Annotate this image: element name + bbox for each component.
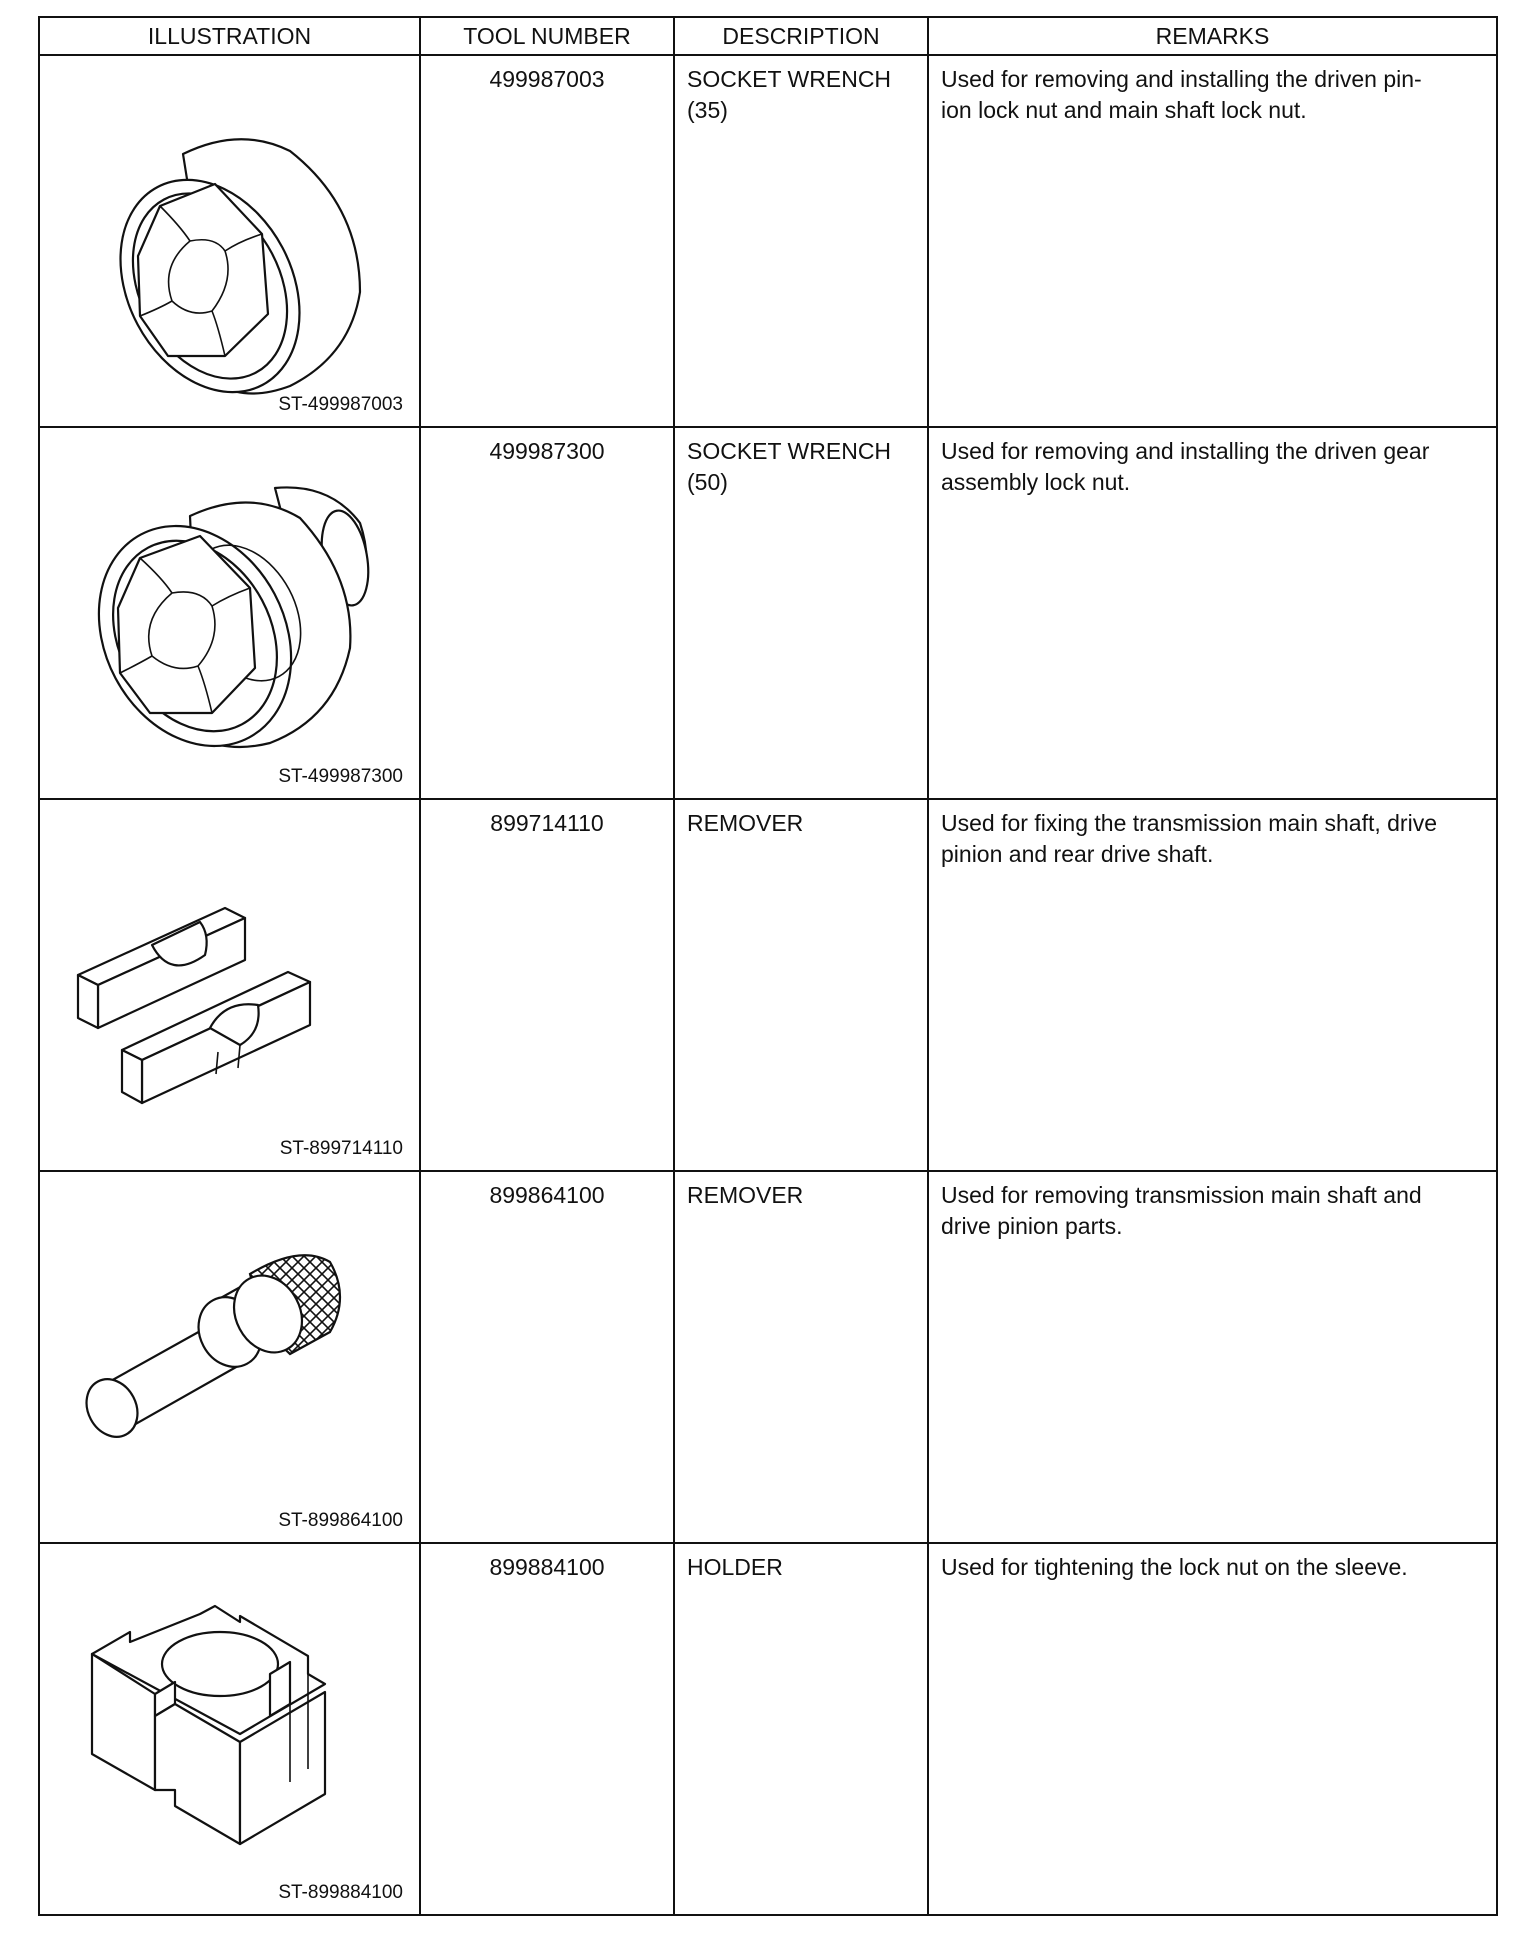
remover-blocks-icon xyxy=(40,800,421,1172)
illustration-cell xyxy=(39,1171,420,1543)
special-tools-table xyxy=(38,16,1498,1916)
remarks-cell xyxy=(928,427,1497,799)
remarks-line: Used for removing transmission main shaft and xyxy=(941,1182,1422,1208)
remarks-cell xyxy=(928,799,1497,1171)
illustration-cell xyxy=(39,55,420,427)
remarks-line: Used for tightening the lock nut on the sleeve. xyxy=(941,1554,1408,1580)
description-cell xyxy=(674,427,928,799)
table-row xyxy=(39,1543,1497,1915)
header-illustration: ILLUSTRATION xyxy=(39,17,420,55)
header-tool-number: TOOL NUMBER xyxy=(420,17,674,55)
remarks-line: drive pinion parts. xyxy=(941,1213,1123,1239)
tool-number-cell: 899884100 xyxy=(420,1543,674,1915)
description-line: SOCKET WRENCH xyxy=(687,66,892,92)
description-line: REMOVER xyxy=(687,1182,804,1208)
header-description: DESCRIPTION xyxy=(674,17,928,55)
description-line: REMOVER xyxy=(687,810,804,836)
table-row xyxy=(39,799,1497,1171)
illustration-cell xyxy=(39,427,420,799)
tool-number-cell: 899714110 xyxy=(420,799,674,1171)
illustration-label: ST-899864100 xyxy=(278,1510,403,1531)
illustration-label: ST-499987300 xyxy=(278,766,403,787)
remarks-cell xyxy=(928,1543,1497,1915)
description-line: SOCKET WRENCH xyxy=(687,438,892,464)
description-line: HOLDER xyxy=(687,1554,783,1580)
description-cell xyxy=(674,799,928,1171)
remarks-line: pinion and rear drive shaft. xyxy=(941,841,1214,867)
remover-knurled-icon xyxy=(40,1172,421,1544)
tool-number-cell: 499987300 xyxy=(420,427,674,799)
tool-number-cell: 899864100 xyxy=(420,1171,674,1543)
description-line: (35) xyxy=(687,97,728,123)
illustration-label: ST-899714110 xyxy=(279,1138,403,1159)
table-row xyxy=(39,55,1497,427)
remarks-cell xyxy=(928,1171,1497,1543)
description-cell xyxy=(674,1171,928,1543)
remarks-line: assembly lock nut. xyxy=(941,469,1131,495)
illustration-label: ST-499987003 xyxy=(278,394,403,415)
description-cell xyxy=(674,55,928,427)
remarks-line: ion lock nut and main shaft lock nut. xyxy=(941,97,1307,123)
remarks-cell xyxy=(928,55,1497,427)
tool-number-cell: 499987003 xyxy=(420,55,674,427)
socket-wrench-50-icon xyxy=(40,428,421,800)
remarks-line: Used for removing and installing the driven gear xyxy=(941,438,1430,464)
description-cell xyxy=(674,1543,928,1915)
illustration-cell xyxy=(39,799,420,1171)
table-row xyxy=(39,427,1497,799)
remarks-line: Used for fixing the transmission main shaft, drive xyxy=(941,810,1437,836)
remarks-line: Used for removing and installing the driven pin- xyxy=(941,66,1422,92)
illustration-cell xyxy=(39,1543,420,1915)
holder-icon xyxy=(40,1544,421,1916)
illustration-label: ST-899884100 xyxy=(278,1882,403,1903)
table-row xyxy=(39,1171,1497,1543)
socket-wrench-35-icon xyxy=(40,56,421,428)
description-line: (50) xyxy=(687,469,728,495)
header-row xyxy=(39,17,1497,55)
header-remarks: REMARKS xyxy=(928,17,1497,55)
